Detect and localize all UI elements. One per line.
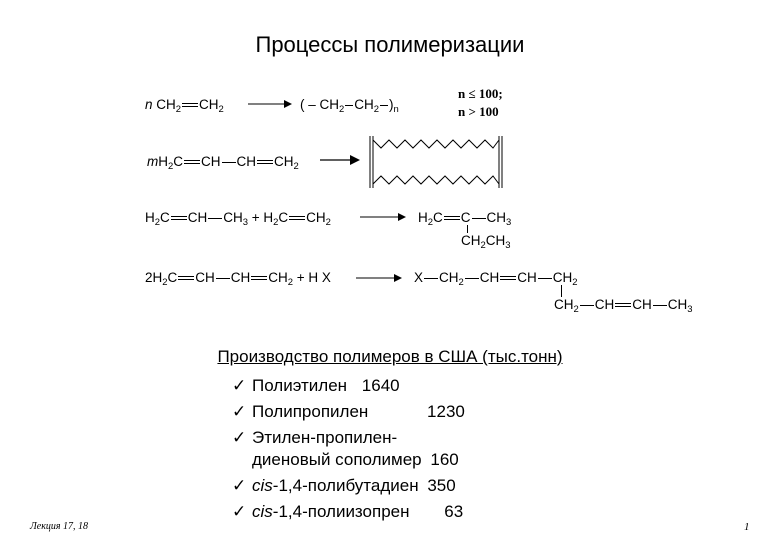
condition-line-1: n ≤ 100;: [458, 86, 503, 101]
reaction-3-branch: $CH_2CH_3$: [461, 233, 511, 251]
list-item: ✓ cis-1,4-полибутадиен 350: [232, 476, 456, 495]
page-title: Процессы полимеризации: [255, 32, 525, 57]
list-item: ✓ Полипропилен 1230: [232, 402, 465, 421]
coefficient-n: n: [145, 97, 153, 112]
reaction-arrow: [320, 153, 360, 167]
checkmark-icon: ✓: [232, 428, 247, 447]
reaction-arrow: [356, 272, 402, 284]
reaction-1-reactant: n $CH_2$ $CH_2$: [145, 97, 224, 115]
page-number: 1: [744, 521, 750, 533]
list-item: ✓ Этилен-пропилен-: [232, 428, 398, 447]
reaction-arrow: [248, 98, 292, 110]
checkmark-icon: ✓: [232, 402, 247, 421]
condition-line-2: n > 100: [458, 104, 499, 119]
list-item: ✓ cis-1,4-полиизопрен 63: [232, 502, 464, 521]
polymer-chain-structure: [366, 132, 506, 192]
checkmark-icon: ✓: [232, 502, 247, 521]
list-item: ✓ Полиэтилен 1640: [232, 376, 400, 395]
reaction-3-reactants: $H_2C$ CH $CH_3 + H_2C$ $CH_2$: [145, 210, 331, 228]
reaction-arrow: [360, 211, 406, 223]
checkmark-icon: ✓: [232, 376, 247, 395]
bond-vertical: [561, 285, 562, 297]
footer-lecture-label: Лекция 17, 18: [30, 521, 89, 532]
reaction-4-reactants: $2H_2C$ CH CH $CH_2 + H$ X: [145, 270, 331, 288]
reaction-4-branch: $CH_2$ CH CH $CH_3$: [554, 297, 693, 315]
reaction-1-product: ( – $CH_2$ $CH_2$ )$_n$: [300, 97, 399, 115]
list-item: диеновый сополимер 160: [252, 450, 459, 469]
reaction-3-product: $H_2C$ C $CH_3$: [418, 210, 512, 228]
bond-vertical: [467, 225, 468, 233]
double-bond: [182, 103, 198, 107]
checkmark-icon: ✓: [232, 476, 247, 495]
production-heading: Производство полимеров в США (тыс.тонн): [217, 347, 563, 366]
reaction-2-reactant: $mH_2C$ CH CH $CH_2$: [147, 154, 299, 172]
reaction-4-product: X $CH_2$ CH CH $CH_2$: [414, 270, 578, 288]
